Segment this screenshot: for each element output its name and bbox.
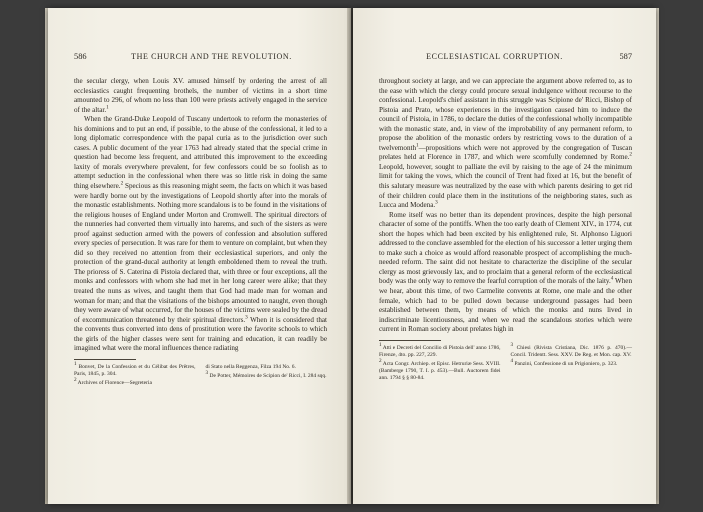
footnote-rule-right <box>379 340 441 341</box>
page-left-content <box>74 52 327 389</box>
footnotes-left <box>74 361 327 389</box>
page-edge-right <box>656 8 659 504</box>
running-head-right <box>379 52 632 66</box>
footnote: $^4$ Panzini, Confessione di un Prigioniero, p. 323. <box>510 357 618 367</box>
body-text-left <box>74 77 327 354</box>
footnote: di Stato nella Reggenza, Filza 194 No. 6. <box>205 363 296 370</box>
page-left <box>48 8 351 504</box>
paragraph: When the Grand-Duke Leopold of Tuscany undertook to reform the monasteries of his dominions and to put an end, if possible, to the abuse of the confessional, it led to a long diplomatic correspondence with the papal curia as to the jurisdiction over such cases. A public document of the year 1763 had already stated that the special crime in question had become less frequent, and attributed this improvement to the exceeding laxity of morals everywhere prevalent, for few confessors could be so foolish as to attempt seduction in the confessional when there was so little risk in doing the same thing elsewhere.$^2$ Specious as this reasoning might seem, the facts on which it was based were hardly borne out by the investigations of Leopold shortly after into the morals of the monastic establishments. Nothing more scandalous is to be found in the visitations of the religious houses of England under Morton and Cromwell. The spiritual directors of the nunneries had converted them virtually into harems, and such of the sisters as were proof against seduction armed with the powers of confession and absolution suffered every species of persecution. It was rare for them to venture on complaint, but when they did so they received no attention from their ecclesiastical superiors, and only the protection of the grand-ducal authority at length emboldened them to reveal the truth. The prioress of S. Caterina di Pistoia declared that, with three or four exceptions, all the monks and confessors with whom she had met in her long career were alike; that they treated the nuns as wives, and taught them that God had made man for woman and woman for man; and that the visitations of the bishops amounted to naught, even though they were aware of what occurred, for the houses of the victims were sealed by the dread of excommunication threatened by their spiritual directors.$^3$ When it is considered that the convents thus converted into dens of prostitution were the favorite schools to which the girls of the higher classes were sent for training and education, it can readily be imagined what were the moral influences thence radiating <box>74 115 327 353</box>
footnote: $^2$ Archives of Florence—Segreteria <box>74 377 152 386</box>
footnote: $^1$ Bonvet, De la Confession et du Célibat des Prêtres, Paris, 1845, p. 304. <box>74 361 196 377</box>
paragraph: the secular clergy, when Louis XV. amused himself by ordering the arrest of all ecclesiastics caught frequenting brothels, the number of victims in a short time amounted to 296, of whom no less than 100 were priests actively engaged in the service of the altar.$^1$ <box>74 77 327 114</box>
paragraph: throughout society at large, and we can appreciate the argument above referred to, as to the ease with which the clergy could procure sexual indulgence without recourse to the confessional. Leopold's chief assistant in this struggle was Scipione de' Ricci, Bishop of Pistoia and Prato, whose experiences in the investigation caused him to induce the council of Pistoia, in 1786, to declare the duties of the confessional wholly incompatible with the monastic state, and, in view of the improbability of any permanent reform, to propose the abolition of the monastic orders by restricting vows to the duration of a twelvemonth$^1$—propositions which were not approved by the congregation of Tuscan prelates held at Florence in 1787, and which were scornfully condemned by Rome.$^2$ Leopold, however, sought to palliate the evil by raising to the age of 24 the minimum limit for taking the vows, which the council of Trent had fixed at 16, but the benefit of this salutary measure was neutralized by the ease with which parents desiring to get rid of their children could place them in the institutions of the neighboring states, such as Lucca and Modena.$^3$ <box>379 77 632 210</box>
footnote-column-b <box>206 364 328 389</box>
footnote: $^1$ Atti e Decreti del Concilio di Pistoia dell' anno 1786, Firenze, 4to. pp. 227, 229. <box>379 341 501 358</box>
footnote-column-a <box>379 341 501 384</box>
running-head-left <box>74 52 327 66</box>
page-right-content <box>379 52 632 384</box>
footnotes-right <box>379 341 632 384</box>
footnote-column-b <box>510 341 633 384</box>
footnote-rule-left <box>74 359 136 360</box>
folio-number-right: 587 <box>619 52 632 61</box>
folio-number-left: 586 <box>74 52 87 61</box>
page-right <box>353 8 656 504</box>
footnote: $^2$ Acta Congr. Archiep. et Episc. Hetruriæ Sess. XVIII. (Bamberge 1790, T. I. p. 453).—Bull. Auctorem fidei ann. 1794 § § 80-84. <box>379 357 501 381</box>
footnote: $^3$ Chiesi (Rivista Cristiana, Dic. 1876 p. 470).—Concil. Tridentt. Sess. XXV. De Reg. et Mon. cap. XV. <box>510 341 632 358</box>
footnote: $^3$ De Potter, Mémoires de Scipion de' Ricci, I. 284 sqq. <box>205 370 327 379</box>
running-head-title-left: THE CHURCH AND THE REVOLUTION. <box>131 52 292 61</box>
running-head-title-right: ECCLESIASTICAL CORRUPTION. <box>426 52 563 61</box>
body-text-right <box>379 77 632 335</box>
footnote-column-a <box>74 361 196 389</box>
paragraph: Rome itself was no better than its dependent provinces, despite the high personal character of some of the pontiffs. When the too early death of Clement XIV., in 1774, cut short the hopes which had been excited by his enlightened rule, St. Alphonso Liguori addressed to the conclave assembled for the election of his successor a letter urging them to make such a choice as would afford reasonable prospect of accomplishing the much-needed reform. The saint did not hesitate to characterize the discipline of the secular clergy as most grievously lax, and to proclaim that a general reform of the ecclesiastical body was the only way to remove the fearful corruption of the morals of the laity.$^4$ When we hear, about this time, of two Carmelite convents at Rome, one male and the other female, which had to be pulled down because underground passages had been established between them, by means of which the monks and nuns lived in indiscriminate licentiousness, and when we read the scandalous stories which were current in Roman society about prelates high in <box>379 210 632 334</box>
